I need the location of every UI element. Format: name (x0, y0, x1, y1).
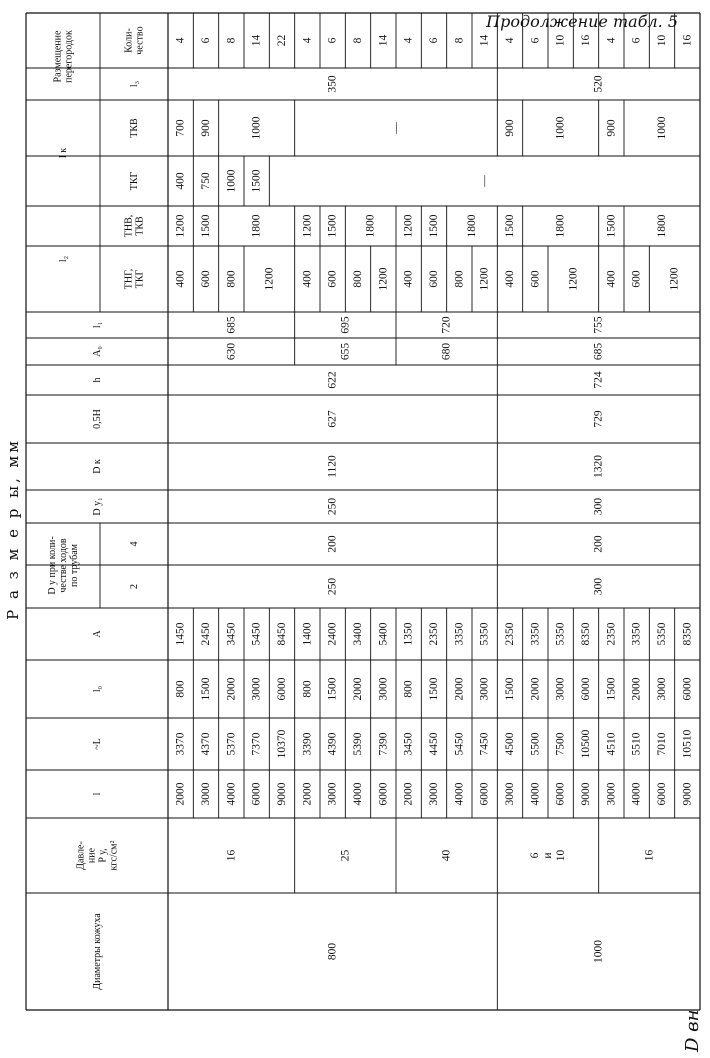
span-D: 800 (326, 942, 339, 961)
span-A0: 680 (440, 342, 453, 361)
cell-L: 4390 (326, 732, 339, 756)
span-l2a: 800 (352, 270, 364, 288)
header-l0: l₀ (91, 685, 103, 693)
span-A0: 655 (339, 342, 352, 361)
span-H: 729 (592, 410, 605, 428)
cell-L: 5500 (529, 732, 542, 756)
header-l: l (91, 792, 103, 796)
span-l2a: 400 (504, 270, 516, 288)
span-Dk: 1320 (592, 455, 605, 478)
span-Dy1: 300 (592, 497, 605, 516)
span-Dy2: 300 (592, 577, 605, 596)
span-l3: 520 (592, 75, 605, 93)
span-l2b: 1800 (554, 214, 567, 238)
cell-L: 5390 (352, 732, 364, 756)
span-l2b: 1500 (200, 214, 212, 238)
header-P: Давле-ниеP у,кгс/см² (75, 840, 119, 871)
cell-A: 5350 (554, 622, 567, 646)
table-title: Р а з м е р ы, мм (4, 438, 22, 620)
cell-cnt: 4 (402, 37, 415, 44)
cell-l: 3000 (326, 782, 339, 806)
cell-l: 6000 (377, 782, 390, 806)
header-A: A (91, 630, 103, 638)
span-P: 40 (440, 849, 453, 862)
cell-l0: 3000 (554, 677, 567, 701)
cell-cnt: 4 (504, 37, 516, 44)
span-l2a: 1200 (377, 267, 390, 291)
cell-cnt: 22 (276, 34, 288, 47)
cell-l: 6000 (554, 782, 567, 806)
span-h: 724 (592, 371, 605, 389)
span-P: 6и10 (529, 849, 567, 862)
cell-l0: 2000 (225, 677, 238, 701)
header-l2_tng: ТНГ,ТКГ (123, 268, 145, 290)
span-l2a: 600 (326, 270, 339, 288)
cell-cnt: 14 (377, 34, 390, 47)
header-Dy2: 2 (128, 584, 140, 589)
span-lka: — (478, 175, 491, 187)
span-l2a: 600 (529, 270, 542, 288)
header-L: ~L (91, 738, 103, 750)
cell-l0: 800 (301, 680, 314, 698)
cell-l0: 3000 (250, 677, 263, 701)
span-l2b: 1500 (326, 214, 339, 238)
cell-A: 8450 (276, 622, 288, 646)
cell-cnt: 8 (352, 37, 364, 44)
span-lkb: — (390, 122, 402, 134)
span-Dk: 1120 (326, 455, 339, 478)
cell-l0: 3000 (656, 677, 668, 701)
header-Dy4: 4 (128, 541, 140, 547)
header-lk_tkv: ТКВ (128, 118, 140, 138)
cell-l0: 1500 (504, 677, 516, 701)
cell-l: 3000 (200, 782, 212, 806)
cell-A: 2350 (428, 622, 440, 646)
cell-cnt: 10 (554, 34, 567, 47)
span-A0: 630 (225, 342, 238, 361)
cell-l: 2000 (301, 782, 314, 806)
span-lkb: 900 (605, 119, 618, 137)
cell-L: 5370 (225, 732, 238, 756)
cell-l: 4000 (630, 782, 643, 806)
span-D: 1000 (592, 940, 605, 963)
header-h: h (91, 377, 103, 383)
cell-l0: 3000 (377, 677, 390, 701)
cell-cnt: 10 (656, 34, 668, 47)
span-l2a: 600 (200, 270, 212, 288)
span-l2b: 1200 (174, 214, 187, 238)
span-l2b: 1500 (428, 214, 440, 238)
cell-L: 5510 (630, 732, 643, 756)
cell-l: 3000 (428, 782, 440, 806)
cell-l0: 1500 (326, 677, 339, 701)
cell-A: 5450 (250, 622, 263, 646)
header-Dy: D у при коли-честве ходовпо трубам (46, 536, 80, 595)
cell-l0: 2000 (453, 677, 466, 701)
cell-A: 3350 (529, 622, 542, 646)
span-l2a: 1200 (567, 267, 580, 291)
cell-cnt: 14 (478, 34, 491, 47)
cell-L: 7390 (377, 732, 390, 756)
span-l2a: 400 (605, 270, 618, 288)
cell-A: 2400 (326, 622, 339, 646)
cell-l: 3000 (504, 782, 516, 806)
cell-l0: 6000 (580, 677, 592, 701)
span-P: 16 (225, 849, 238, 862)
cell-l0: 800 (402, 680, 415, 698)
cell-cnt: 6 (428, 37, 440, 44)
span-l2b: 1800 (364, 214, 377, 238)
cell-A: 3450 (225, 622, 238, 646)
cell-l: 6000 (656, 782, 668, 806)
cell-A: 5350 (656, 622, 668, 646)
cell-l: 2000 (402, 782, 415, 806)
cell-l0: 6000 (681, 677, 694, 701)
span-lkb: 900 (504, 119, 516, 137)
cell-A: 3350 (630, 622, 643, 646)
span-lka: 1500 (250, 169, 263, 193)
span-lkb: 1000 (656, 116, 668, 140)
span-l2a: 1200 (263, 267, 276, 291)
cell-L: 7370 (250, 732, 263, 756)
cell-l: 4000 (352, 782, 364, 806)
cell-l: 9000 (580, 782, 592, 806)
header-A0: A₀ (91, 346, 103, 357)
cell-cnt: 4 (174, 37, 187, 44)
span-l2b: 1500 (504, 214, 516, 238)
cell-l0: 2000 (352, 677, 364, 701)
span-lkb: 900 (200, 119, 212, 137)
cell-l: 6000 (250, 782, 263, 806)
header-Dk: D к (91, 459, 103, 474)
cell-L: 10510 (681, 729, 694, 759)
cell-l0: 3000 (478, 677, 491, 701)
header-Dy1: D у₁ (91, 497, 103, 516)
cell-l: 4000 (225, 782, 238, 806)
cell-l0: 2000 (630, 677, 643, 701)
cell-A: 3400 (352, 622, 364, 646)
cell-A: 1450 (174, 622, 187, 646)
cell-cnt: 6 (529, 37, 542, 44)
cell-cnt: 6 (200, 37, 212, 44)
header-cnt: Коли-чество (123, 26, 145, 55)
span-Dy2: 250 (326, 577, 339, 596)
cell-L: 7450 (478, 732, 491, 756)
span-Dy1: 250 (326, 497, 339, 516)
cell-A: 3350 (453, 622, 466, 646)
span-l1: 695 (339, 316, 352, 334)
span-l2a: 400 (174, 270, 187, 288)
span-l2a: 400 (301, 270, 314, 288)
span-P: 16 (643, 849, 656, 862)
span-P: 25 (339, 849, 352, 862)
span-l2a: 1200 (668, 267, 681, 291)
cell-L: 7010 (656, 732, 668, 756)
cell-l: 6000 (478, 782, 491, 806)
cell-l: 9000 (681, 782, 694, 806)
cell-l0: 6000 (276, 677, 288, 701)
span-l3: 350 (326, 75, 339, 93)
cell-A: 2450 (200, 622, 212, 646)
span-Dy4: 200 (592, 535, 605, 553)
cell-cnt: 6 (326, 37, 339, 44)
span-lkb: 1000 (250, 116, 263, 140)
span-Dy4: 200 (326, 535, 339, 553)
span-l2b: 1200 (301, 214, 314, 238)
header-l3: l₃ (128, 80, 140, 88)
cell-cnt: 14 (250, 34, 263, 47)
cell-cnt: 4 (605, 37, 618, 44)
span-lka: 1000 (225, 169, 238, 193)
table-continuation-caption: Продолжение табл. 5 (486, 12, 678, 31)
cell-L: 3450 (402, 732, 415, 756)
header-lk: l к (57, 147, 69, 159)
cell-A: 5350 (478, 622, 491, 646)
span-lka: 400 (174, 172, 187, 190)
span-l2a: 800 (225, 270, 238, 288)
cell-L: 3370 (174, 732, 187, 756)
span-lka: 750 (200, 172, 212, 190)
cell-A: 5400 (377, 622, 390, 646)
span-l2a: 400 (402, 270, 415, 288)
cell-L: 3390 (301, 732, 314, 756)
cell-A: 2350 (504, 622, 516, 646)
span-l2b: 1500 (605, 214, 618, 238)
cell-L: 4510 (605, 732, 618, 756)
cell-l0: 800 (174, 680, 187, 698)
cell-l0: 1500 (428, 677, 440, 701)
cell-L: 4500 (504, 732, 516, 756)
span-l2b: 1800 (250, 214, 263, 238)
span-l2b: 1800 (466, 214, 478, 238)
cell-l: 4000 (453, 782, 466, 806)
cell-A: 8350 (580, 622, 592, 646)
cell-l0: 1500 (605, 677, 618, 701)
cell-L: 4450 (428, 732, 440, 756)
span-l2a: 600 (428, 270, 440, 288)
cell-L: 4370 (200, 732, 212, 756)
cell-L: 10370 (276, 729, 288, 759)
header-D: Диаметры кожуха (91, 913, 103, 990)
header-l2_tnv: ТНВ,ТКВ (123, 214, 145, 238)
header-H: 0,5H (91, 409, 103, 429)
span-H: 627 (326, 410, 339, 428)
header-lk_tkg: ТКГ (128, 171, 140, 191)
cell-l: 2000 (174, 782, 187, 806)
cell-cnt: 16 (681, 34, 694, 47)
cell-L: 5450 (453, 732, 466, 756)
header-l2: l₂ (57, 255, 69, 263)
span-l2a: 1200 (478, 267, 491, 291)
cell-A: 2350 (605, 622, 618, 646)
cell-l0: 1500 (200, 677, 212, 701)
span-l2a: 800 (453, 270, 466, 288)
span-l1: 755 (592, 316, 605, 334)
cell-l: 9000 (276, 782, 288, 806)
span-l2b: 1800 (656, 214, 668, 238)
cell-l: 3000 (605, 782, 618, 806)
cell-cnt: 6 (630, 37, 643, 44)
span-A0: 685 (592, 342, 605, 361)
cell-cnt: 4 (301, 37, 314, 44)
header-rp: Размещениеперегородок (52, 30, 74, 83)
header-l1: l₁ (91, 321, 103, 329)
cell-l: 4000 (529, 782, 542, 806)
cell-L: 7500 (554, 732, 567, 756)
span-l1: 720 (440, 316, 453, 334)
cell-A: 1400 (301, 622, 314, 646)
span-lkb: 1000 (554, 116, 567, 140)
cell-A: 1350 (402, 622, 415, 646)
d-vn-label: D вн (682, 1009, 703, 1052)
cell-l0: 2000 (529, 677, 542, 701)
span-lkb: 700 (174, 119, 187, 137)
span-h: 622 (326, 371, 339, 389)
span-l2b: 1200 (402, 214, 415, 238)
cell-L: 10500 (580, 729, 592, 759)
cell-cnt: 8 (225, 37, 238, 44)
cell-A: 8350 (681, 622, 694, 646)
cell-cnt: 8 (453, 37, 466, 44)
span-l2a: 600 (630, 270, 643, 288)
cell-cnt: 16 (580, 34, 592, 47)
span-l1: 685 (225, 316, 238, 334)
